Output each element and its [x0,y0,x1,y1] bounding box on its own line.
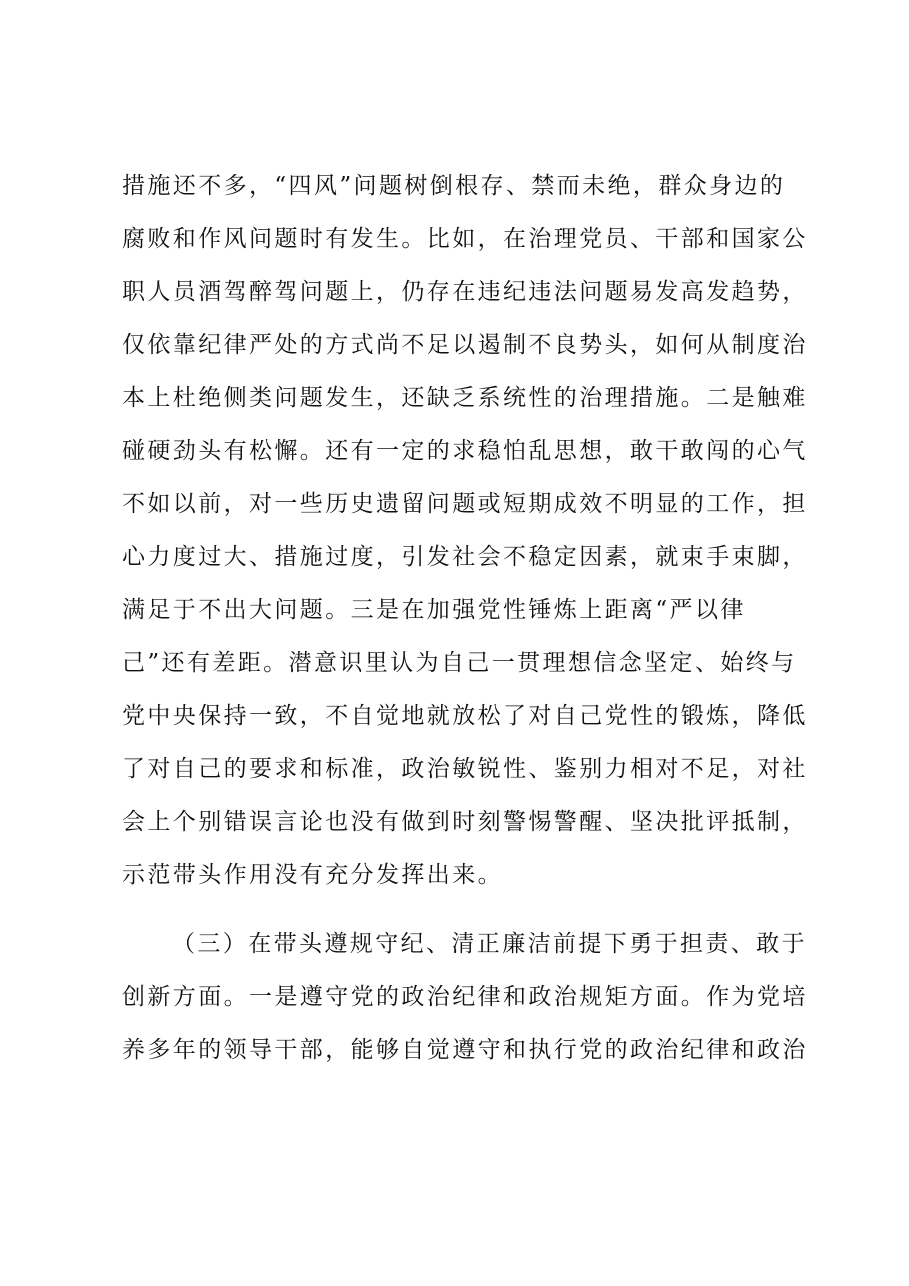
text-line-6: 碰硬劲头有松懈。还有一定的求稳怕乱思想，敢干敢闯的心气 [122,438,808,464]
text-line-14: 示范带头作用没有充分发挥出来。 [122,862,503,888]
text-line-4: 仅依靠纪律严处的方式尚不足以遏制不良势头，如何从制度治 [122,332,808,358]
text-line-17: 养多年的领导干部，能够自觉遵守和执行党的政治纪律和政治 [122,1037,808,1063]
text-line-10: 己”还有差距。潜意识里认为自己一贯理想信念坚定、始终与 [122,650,797,676]
text-line-12: 了对自己的要求和标准，政治敏锐性、鉴别力相对不足，对社 [122,756,808,782]
section-heading-line: （三）在带头遵规守纪、清正廉洁前提下勇于担责、敢于 [172,931,807,957]
text-line-11: 党中央保持一致，不自觉地就放松了对自己党性的锻炼，降低 [122,703,808,729]
text-line-3: 职人员酒驾醉驾问题上，仍存在违纪违法问题易发高发趋势， [122,279,808,305]
text-line-8: 心力度过大、措施过度，引发社会不稳定因素，就束手束脚， [122,544,808,570]
text-line-1: 措施还不多，“四风”问题树倒根存、禁而未绝，群众身边的 [122,173,786,199]
text-line-13: 会上个别错误言论也没有做到时刻警惕警醒、坚决批评抵制， [122,809,808,835]
text-line-9: 满足于不出大问题。三是在加强党性锤炼上距离“严以律 [122,597,746,623]
text-line-7: 不如以前，对一些历史遗留问题或短期成效不明显的工作，担 [122,491,808,517]
text-line-2: 腐败和作风问题时有发生。比如，在治理党员、干部和国家公 [122,226,808,252]
text-line-5: 本上杜绝侧类问题发生，还缺乏系统性的治理措施。二是触难 [122,385,808,411]
text-line-16: 创新方面。一是遵守党的政治纪律和政治规矩方面。作为党培 [122,984,808,1010]
